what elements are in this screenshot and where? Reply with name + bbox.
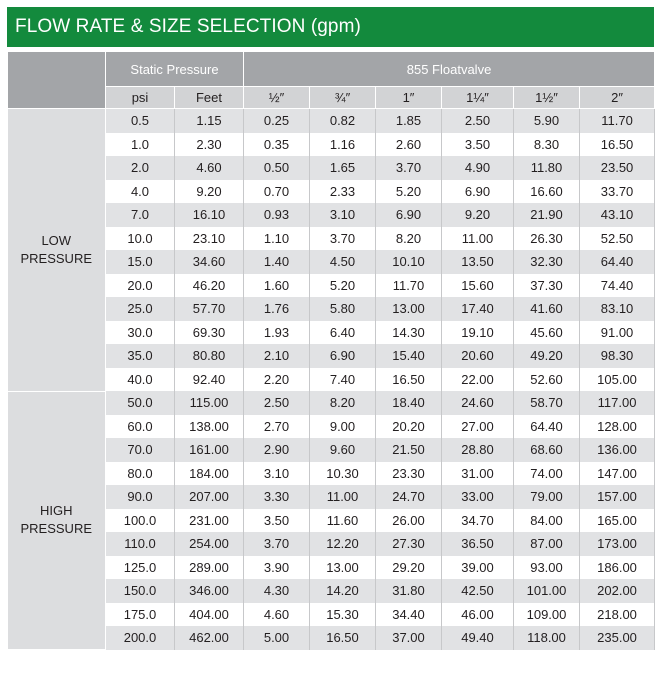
flow-cell: 173.00: [580, 532, 655, 556]
flow-cell: 14.30: [376, 321, 442, 345]
flow-cell: 27.30: [376, 532, 442, 556]
psi-cell: 7.0: [106, 203, 175, 227]
flow-cell: 6.90: [376, 203, 442, 227]
table-row: [8, 579, 655, 603]
flow-cell: 16.60: [514, 180, 580, 204]
feet-cell: 92.40: [175, 368, 244, 392]
table-row: [8, 156, 655, 180]
flow-cell: 218.00: [580, 603, 655, 627]
flow-cell: 10.30: [310, 462, 376, 486]
flow-cell: 43.10: [580, 203, 655, 227]
feet-cell: 184.00: [175, 462, 244, 486]
psi-cell: 80.0: [106, 462, 175, 486]
psi-cell: 30.0: [106, 321, 175, 345]
flow-cell: 1.10: [244, 227, 310, 251]
flow-cell: 3.10: [244, 462, 310, 486]
flow-cell: 31.00: [442, 462, 514, 486]
flow-cell: 7.40: [310, 368, 376, 392]
flow-cell: 11.80: [514, 156, 580, 180]
flow-cell: 15.60: [442, 274, 514, 298]
flow-cell: 147.00: [580, 462, 655, 486]
flow-cell: 20.60: [442, 344, 514, 368]
feet-cell: 462.00: [175, 626, 244, 650]
table-row: [8, 109, 655, 133]
flow-cell: 52.60: [514, 368, 580, 392]
psi-cell: 35.0: [106, 344, 175, 368]
flow-cell: 21.50: [376, 438, 442, 462]
psi-cell: 110.0: [106, 532, 175, 556]
psi-cell: 10.0: [106, 227, 175, 251]
psi-cell: 100.0: [106, 509, 175, 533]
flow-cell: 4.30: [244, 579, 310, 603]
flow-cell: 5.00: [244, 626, 310, 650]
size-header: ½″: [244, 87, 310, 109]
flow-cell: 3.70: [310, 227, 376, 251]
table-row: [8, 297, 655, 321]
table-row: [8, 462, 655, 486]
flow-cell: 3.50: [442, 133, 514, 157]
psi-cell: 150.0: [106, 579, 175, 603]
feet-cell: 346.00: [175, 579, 244, 603]
table-row: [8, 626, 655, 650]
flow-cell: 91.00: [580, 321, 655, 345]
flow-cell: 0.82: [310, 109, 376, 133]
flow-cell: 64.40: [580, 250, 655, 274]
flow-cell: 21.90: [514, 203, 580, 227]
flow-cell: 101.00: [514, 579, 580, 603]
flow-cell: 33.00: [442, 485, 514, 509]
flow-cell: 17.40: [442, 297, 514, 321]
flow-cell: 79.00: [514, 485, 580, 509]
flow-cell: 165.00: [580, 509, 655, 533]
flow-cell: 128.00: [580, 415, 655, 439]
flow-cell: 39.00: [442, 556, 514, 580]
flow-cell: 28.80: [442, 438, 514, 462]
table-row: [8, 250, 655, 274]
flow-cell: 13.50: [442, 250, 514, 274]
table-row: [8, 603, 655, 627]
flow-cell: 16.50: [580, 133, 655, 157]
flow-cell: 24.70: [376, 485, 442, 509]
size-header: 1½″: [514, 87, 580, 109]
flow-cell: 13.00: [376, 297, 442, 321]
flow-cell: 136.00: [580, 438, 655, 462]
corner-cell: [8, 52, 106, 109]
flow-cell: 118.00: [514, 626, 580, 650]
feet-cell: 4.60: [175, 156, 244, 180]
psi-cell: 60.0: [106, 415, 175, 439]
flow-cell: 37.30: [514, 274, 580, 298]
table-row: [8, 391, 655, 415]
flow-cell: 4.50: [310, 250, 376, 274]
flow-cell: 4.90: [442, 156, 514, 180]
feet-cell: 115.00: [175, 391, 244, 415]
flow-cell: 74.40: [580, 274, 655, 298]
group-label-line: PRESSURE: [20, 250, 93, 266]
flow-cell: 98.30: [580, 344, 655, 368]
flow-cell: 186.00: [580, 556, 655, 580]
feet-cell: 69.30: [175, 321, 244, 345]
table-row: [8, 532, 655, 556]
flow-cell: 87.00: [514, 532, 580, 556]
flow-cell: 1.16: [310, 133, 376, 157]
flow-cell: 6.90: [442, 180, 514, 204]
flow-cell: 5.80: [310, 297, 376, 321]
feet-cell: 289.00: [175, 556, 244, 580]
flow-cell: 9.00: [310, 415, 376, 439]
psi-cell: 4.0: [106, 180, 175, 204]
size-header: ¾″: [310, 87, 376, 109]
feet-cell: 46.20: [175, 274, 244, 298]
psi-cell: 25.0: [106, 297, 175, 321]
flow-cell: 32.30: [514, 250, 580, 274]
group-label-line: HIGH: [40, 503, 73, 519]
flow-rate-table: [7, 51, 655, 650]
psi-cell: 70.0: [106, 438, 175, 462]
flow-cell: 12.20: [310, 532, 376, 556]
table-row: [8, 274, 655, 298]
table-row: [8, 227, 655, 251]
feet-cell: 34.60: [175, 250, 244, 274]
group-label-line: LOW: [41, 232, 72, 248]
flow-cell: 3.90: [244, 556, 310, 580]
table-row: [8, 438, 655, 462]
feet-cell: 1.15: [175, 109, 244, 133]
flow-cell: 109.00: [514, 603, 580, 627]
flow-cell: 37.00: [376, 626, 442, 650]
feet-cell: 138.00: [175, 415, 244, 439]
feet-cell: 23.10: [175, 227, 244, 251]
feet-cell: 16.10: [175, 203, 244, 227]
table-row: [8, 321, 655, 345]
flow-cell: 49.40: [442, 626, 514, 650]
psi-cell: 1.0: [106, 133, 175, 157]
flow-cell: 93.00: [514, 556, 580, 580]
table-row: [8, 203, 655, 227]
feet-cell: 161.00: [175, 438, 244, 462]
flow-cell: 157.00: [580, 485, 655, 509]
table-row: [8, 180, 655, 204]
psi-cell: 0.5: [106, 109, 175, 133]
feet-cell: 231.00: [175, 509, 244, 533]
flow-cell: 29.20: [376, 556, 442, 580]
flow-cell: 52.50: [580, 227, 655, 251]
flow-cell: 26.30: [514, 227, 580, 251]
flow-cell: 2.50: [442, 109, 514, 133]
flow-cell: 0.93: [244, 203, 310, 227]
feet-cell: 404.00: [175, 603, 244, 627]
flow-cell: 9.60: [310, 438, 376, 462]
flow-cell: 5.90: [514, 109, 580, 133]
table-title: FLOW RATE & SIZE SELECTION (gpm): [7, 7, 654, 47]
flow-cell: 23.50: [580, 156, 655, 180]
table-row: [8, 133, 655, 157]
psi-cell: 200.0: [106, 626, 175, 650]
flow-cell: 27.00: [442, 415, 514, 439]
flow-cell: 13.00: [310, 556, 376, 580]
flow-cell: 18.40: [376, 391, 442, 415]
flow-cell: 8.20: [376, 227, 442, 251]
flow-cell: 64.40: [514, 415, 580, 439]
flow-cell: 16.50: [310, 626, 376, 650]
flow-cell: 11.60: [310, 509, 376, 533]
flow-cell: 5.20: [310, 274, 376, 298]
flow-cell: 3.50: [244, 509, 310, 533]
table-row: [8, 344, 655, 368]
product-header: 855 Floatvalve: [244, 52, 655, 87]
flow-cell: 6.90: [310, 344, 376, 368]
table-row: [8, 485, 655, 509]
flow-cell: 2.50: [244, 391, 310, 415]
flow-cell: 6.40: [310, 321, 376, 345]
flow-cell: 0.25: [244, 109, 310, 133]
feet-cell: 9.20: [175, 180, 244, 204]
flow-cell: 3.70: [244, 532, 310, 556]
feet-cell: 254.00: [175, 532, 244, 556]
flow-cell: 84.00: [514, 509, 580, 533]
size-header: 2″: [580, 87, 655, 109]
psi-cell: 175.0: [106, 603, 175, 627]
flow-cell: 11.70: [580, 109, 655, 133]
feet-cell: 57.70: [175, 297, 244, 321]
flow-cell: 1.93: [244, 321, 310, 345]
static-pressure-header: Static Pressure: [106, 52, 244, 87]
flow-cell: 2.90: [244, 438, 310, 462]
flow-cell: 0.50: [244, 156, 310, 180]
flow-cell: 31.80: [376, 579, 442, 603]
flow-cell: 10.10: [376, 250, 442, 274]
flow-cell: 14.20: [310, 579, 376, 603]
flow-cell: 1.76: [244, 297, 310, 321]
psi-cell: 50.0: [106, 391, 175, 415]
flow-cell: 202.00: [580, 579, 655, 603]
feet-cell: 80.80: [175, 344, 244, 368]
pressure-group-label: [8, 391, 106, 650]
flow-cell: 11.00: [310, 485, 376, 509]
flow-cell: 1.65: [310, 156, 376, 180]
psi-cell: 125.0: [106, 556, 175, 580]
flow-cell: 1.85: [376, 109, 442, 133]
flow-cell: 2.20: [244, 368, 310, 392]
flow-cell: 11.70: [376, 274, 442, 298]
flow-cell: 34.40: [376, 603, 442, 627]
feet-cell: 2.30: [175, 133, 244, 157]
flow-cell: 15.30: [310, 603, 376, 627]
flow-cell: 49.20: [514, 344, 580, 368]
flow-cell: 3.70: [376, 156, 442, 180]
psi-cell: 90.0: [106, 485, 175, 509]
psi-cell: 15.0: [106, 250, 175, 274]
flow-cell: 9.20: [442, 203, 514, 227]
flow-cell: 1.60: [244, 274, 310, 298]
flow-cell: 3.30: [244, 485, 310, 509]
psi-cell: 20.0: [106, 274, 175, 298]
psi-cell: 40.0: [106, 368, 175, 392]
flow-cell: 1.40: [244, 250, 310, 274]
flow-cell: 8.20: [310, 391, 376, 415]
table-body: [8, 109, 655, 650]
flow-cell: 83.10: [580, 297, 655, 321]
flow-cell: 2.70: [244, 415, 310, 439]
flow-cell: 41.60: [514, 297, 580, 321]
feet-cell: 207.00: [175, 485, 244, 509]
feet-header: Feet: [175, 87, 244, 109]
flow-cell: 68.60: [514, 438, 580, 462]
flow-cell: 0.35: [244, 133, 310, 157]
size-header: 1″: [376, 87, 442, 109]
flow-cell: 22.00: [442, 368, 514, 392]
flow-cell: 26.00: [376, 509, 442, 533]
size-header: 1¼″: [442, 87, 514, 109]
flow-cell: 117.00: [580, 391, 655, 415]
flow-cell: 16.50: [376, 368, 442, 392]
flow-cell: 24.60: [442, 391, 514, 415]
flow-cell: 2.60: [376, 133, 442, 157]
flow-cell: 23.30: [376, 462, 442, 486]
flow-cell: 8.30: [514, 133, 580, 157]
psi-cell: 2.0: [106, 156, 175, 180]
flow-cell: 0.70: [244, 180, 310, 204]
flow-cell: 46.00: [442, 603, 514, 627]
flow-cell: 33.70: [580, 180, 655, 204]
flow-cell: 45.60: [514, 321, 580, 345]
flow-cell: 58.70: [514, 391, 580, 415]
group-label-line: PRESSURE: [20, 521, 93, 537]
flow-cell: 15.40: [376, 344, 442, 368]
psi-header: psi: [106, 87, 175, 109]
table-row: [8, 368, 655, 392]
flow-cell: 105.00: [580, 368, 655, 392]
flow-cell: 3.10: [310, 203, 376, 227]
pressure-group-label: [8, 109, 106, 392]
flow-cell: 42.50: [442, 579, 514, 603]
flow-cell: 4.60: [244, 603, 310, 627]
flow-cell: 36.50: [442, 532, 514, 556]
flow-cell: 235.00: [580, 626, 655, 650]
flow-cell: 19.10: [442, 321, 514, 345]
flow-cell: 20.20: [376, 415, 442, 439]
flow-cell: 5.20: [376, 180, 442, 204]
flow-cell: 11.00: [442, 227, 514, 251]
flow-cell: 74.00: [514, 462, 580, 486]
table-row: [8, 415, 655, 439]
flow-cell: 34.70: [442, 509, 514, 533]
table-row: [8, 509, 655, 533]
table-row: [8, 556, 655, 580]
flow-cell: 2.33: [310, 180, 376, 204]
flow-cell: 2.10: [244, 344, 310, 368]
